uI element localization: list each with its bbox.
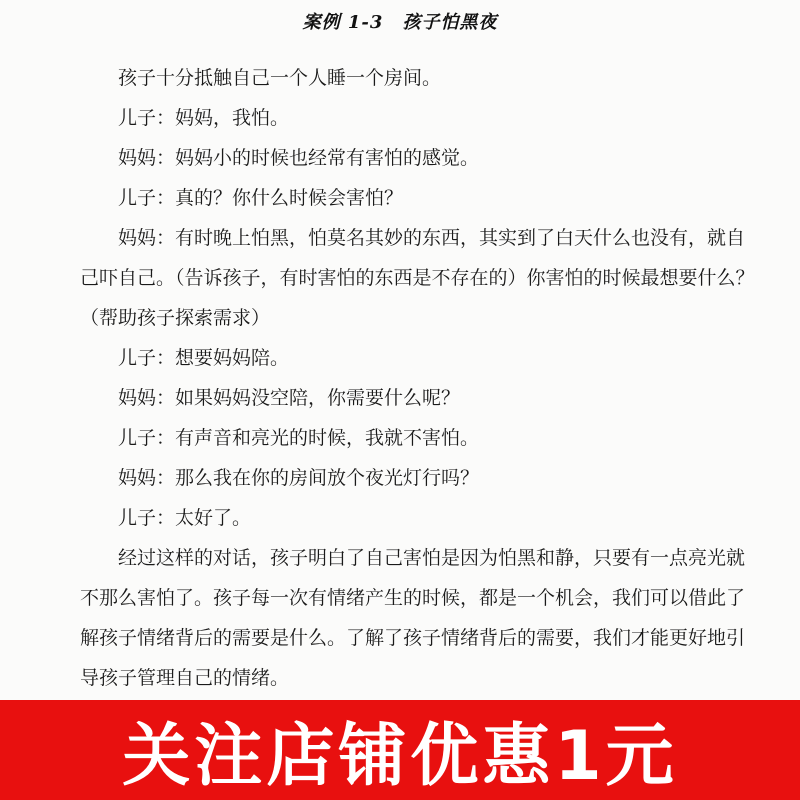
paragraph: 妈妈：妈妈小的时候也经常有害怕的感觉。 — [118, 147, 480, 169]
case-heading: 案例 1-3 孩子怕黑夜 — [302, 12, 498, 33]
paragraph: 儿子：太好了。 — [118, 507, 252, 529]
paragraph: 孩子十分抵触自己一个人睡一个房间。 — [118, 67, 442, 89]
paragraph: 儿子：妈妈，我怕。 — [118, 107, 290, 129]
page-body — [80, 58, 760, 698]
paragraph: 儿子：想要妈妈陪。 — [118, 347, 290, 369]
paragraph: 妈妈：那么我在你的房间放个夜光灯行吗？ — [118, 467, 480, 489]
paragraph: 儿子：有声音和亮光的时候，我就不害怕。 — [118, 427, 480, 449]
paragraph: 妈妈：有时晚上怕黑，怕莫名其妙的东西，其实到了白天什么也没有，就自己吓自己。（告诉孩子，有时害怕的东西是不存在的）你害怕的时候最想要什么？（帮助孩子探索需求） — [80, 227, 755, 329]
promo-banner[interactable] — [0, 700, 800, 800]
paragraph: 妈妈：如果妈妈没空陪，你需要什么呢？ — [118, 387, 461, 409]
promo-banner-text[interactable]: 关注店铺优惠1元 — [122, 716, 678, 796]
paragraph: 儿子：真的？你什么时候会害怕？ — [118, 187, 404, 209]
paragraph: 经过这样的对话，孩子明白了自己害怕是因为怕黑和静，只要有一点亮光就不那么害怕了。孩子每一次有情绪产生的时候，都是一个机会，我们可以借此了解孩子情绪背后的需要是什么。了解了孩子情绪背后的需要，我们才能更好地引导孩子管理自己的情绪。 — [80, 547, 746, 689]
